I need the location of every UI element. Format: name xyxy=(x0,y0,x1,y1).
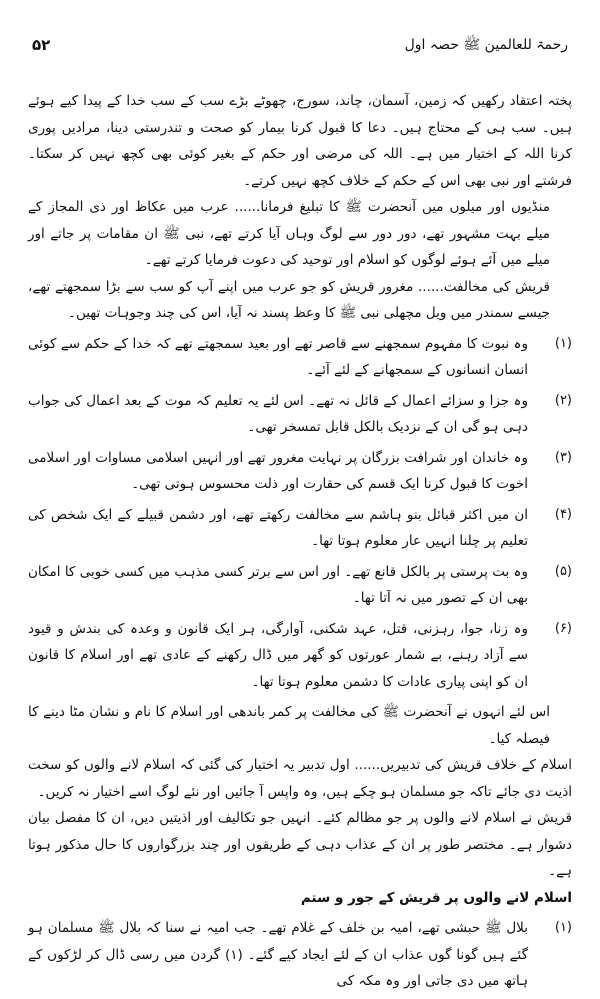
list-item xyxy=(28,915,572,995)
paragraph-decision: اس لئے انہوں نے آنحضرت ﷺ کی مخالفت پر کمر باندھی اور اسلام کا نام و نشان مٹا دینے کا فیصلہ کیا۔ xyxy=(28,704,550,747)
book-title: رحمۃ للعالمین ﷺ حصہ اول xyxy=(404,37,568,53)
list-item-number: (۴) xyxy=(554,506,572,522)
list-item-number: (۱) xyxy=(554,920,572,935)
list-item-number: (۶) xyxy=(554,620,572,636)
section-heading: اسلام لانے والوں پر قریش کے جور و ستم xyxy=(300,889,572,906)
list-item-text: وہ خاندان اور شرافت بزرگان پر نہایت مغرور تھے اور انہیں اسلامی مساوات اور اسلامی اخوت کا قبول کرنا ایک قسم کی حقارت اور ذلت محسوس ہوتی تھی۔ xyxy=(28,449,528,492)
list-item-text: بلال ﷺ حبشی تھے، امیہ بن خلف کے غلام تھے۔ جب امیہ نے سنا کہ بلال ﷺ مسلمان ہو گئے ہیں گونا گوں عذاب ان کے لئے ایجاد کیے گئے۔ (۱) گردن میں رسی ڈال کر لڑکوں کے ہاتھ میں دی جاتی اور وہ مکہ کی xyxy=(28,920,529,989)
paragraph-fairs-preaching: منڈیوں اور میلوں میں آنحضرت ﷺ کا تبلیغ فرمانا...... عرب میں عکاظ اور ذی المجاز کے میلے بہت مشہور تھے، دور دور سے لوگ وہاں آیا کرتے تھے، نبی ﷺ ان مقامات پر جاتے اور میلے میں آئے ہوئے لوگوں کو اسلام اور توحید کی دعوت فرمایا کرتے تھے۔ xyxy=(28,199,550,268)
list-item xyxy=(28,388,572,441)
paragraph-beliefs: پختہ اعتقاد رکھیں کہ زمین، آسمان، چاند، سورج، چھوٹے بڑے سب کے سب خدا کے پیدا کیے ہوئے ہیں۔ سب ہی کے محتاج ہیں۔ دعا کا قبول کرنا بیمار کو صحت و تندرستی دینا، مرادیں پوری کرنا اللہ کے اختیار میں ہے۔ اللہ کی مرضی اور حکم کے بغیر کوئی بھی کچھ نہیں کر سکتا۔ فرشتے اور نبی بھی اس کے حکم کے خلاف کچھ نہیں کرتے۔ xyxy=(28,93,572,189)
list-item-number: (۲) xyxy=(554,392,572,408)
list-item-text: وہ جزا و سزائے اعمال کے قائل نہ تھے۔ اس لئے یہ تعلیم کہ موت کے بعد اعمال کی جواب دہی ہو گی ان کے نزدیک بالکل قابل تمسخر تھی۔ xyxy=(28,392,528,435)
reasons-list xyxy=(28,331,572,696)
list-item-text: وہ نبوت کا مفہوم سمجھنے سے قاصر تھے اور بعید سمجھتے تھے کہ خدا کے حکم سے کوئی انسان انسانوں کے سمجھانے کے لئے آئے۔ xyxy=(28,335,528,378)
page-header xyxy=(32,36,568,62)
list-item xyxy=(28,502,572,555)
list-item-number: (۱) xyxy=(554,335,572,351)
list-item-number: (۳) xyxy=(554,449,572,465)
list-item-text: وہ زنا، جوا، رہزنی، قتل، عہد شکنی، آوارگی، ہر ایک قانون و وعدہ کی بندش و قیود سے آزاد رہنے، بے شمار عورتوں کو گھر میں ڈال رکھنے کے عادی تھے اور اسلام کا قانون ان کو اپنی پیاری عادات کا دشمن معلوم ہوتا تھا۔ xyxy=(28,620,528,690)
paragraph-strategies: اسلام کے خلاف قریش کی تدبیریں...... اول تدبیر یہ اختیار کی گئی کہ اسلام لانے والوں کو سخت اذیت دی جائے تاکہ جو مسلمان ہو چکے ہیں، وہ واپس آ جائیں اور نئے لوگ اسے اختیار نہ کریں۔ xyxy=(28,757,572,800)
page-number: ۵۲ xyxy=(32,36,51,54)
list-item xyxy=(28,559,572,612)
page-body xyxy=(28,88,572,999)
list-item-text: وہ بت پرستی پر بالکل قانع تھے۔ اور اس سے برتر کسی مذہب میں کسی خوبی کا امکان بھی ان کے تصور میں نہ آتا تھا۔ xyxy=(28,563,528,606)
paragraph-quraysh-opposition: قریش کی مخالفت...... مغرور قریش کو جو عرب میں اپنے آپ کو سب سے بڑا سمجھتے تھے، جیسے سمندر میں ویل مچھلی نبی ﷺ کا وعظ پسند نہ آیا، اس کی چند وجوہات تھیں۔ xyxy=(28,278,550,321)
list-item xyxy=(28,445,572,498)
list-item xyxy=(28,331,572,384)
paragraph-persecution: قریش نے اسلام لانے والوں پر جو مظالم کئے۔ انہیں جو تکالیف اور اذیتیں دیں، ان کا مفصل بیان دشوار ہے۔ مختصر طور پر ان کے عذاب دہی کے طریقوں اور چند بزرگواروں کا حال مذکور ہوتا ہے۔ xyxy=(28,810,572,879)
list-item xyxy=(28,616,572,696)
list-item-text: ان میں اکثر قبائل بنو ہاشم سے مخالفت رکھتے تھے، اور دشمن قبیلے کے ایک شخص کی تعلیم پر چلنا انہیں عار معلوم ہوتا تھا۔ xyxy=(28,506,528,549)
list-item-number: (۵) xyxy=(554,563,572,579)
